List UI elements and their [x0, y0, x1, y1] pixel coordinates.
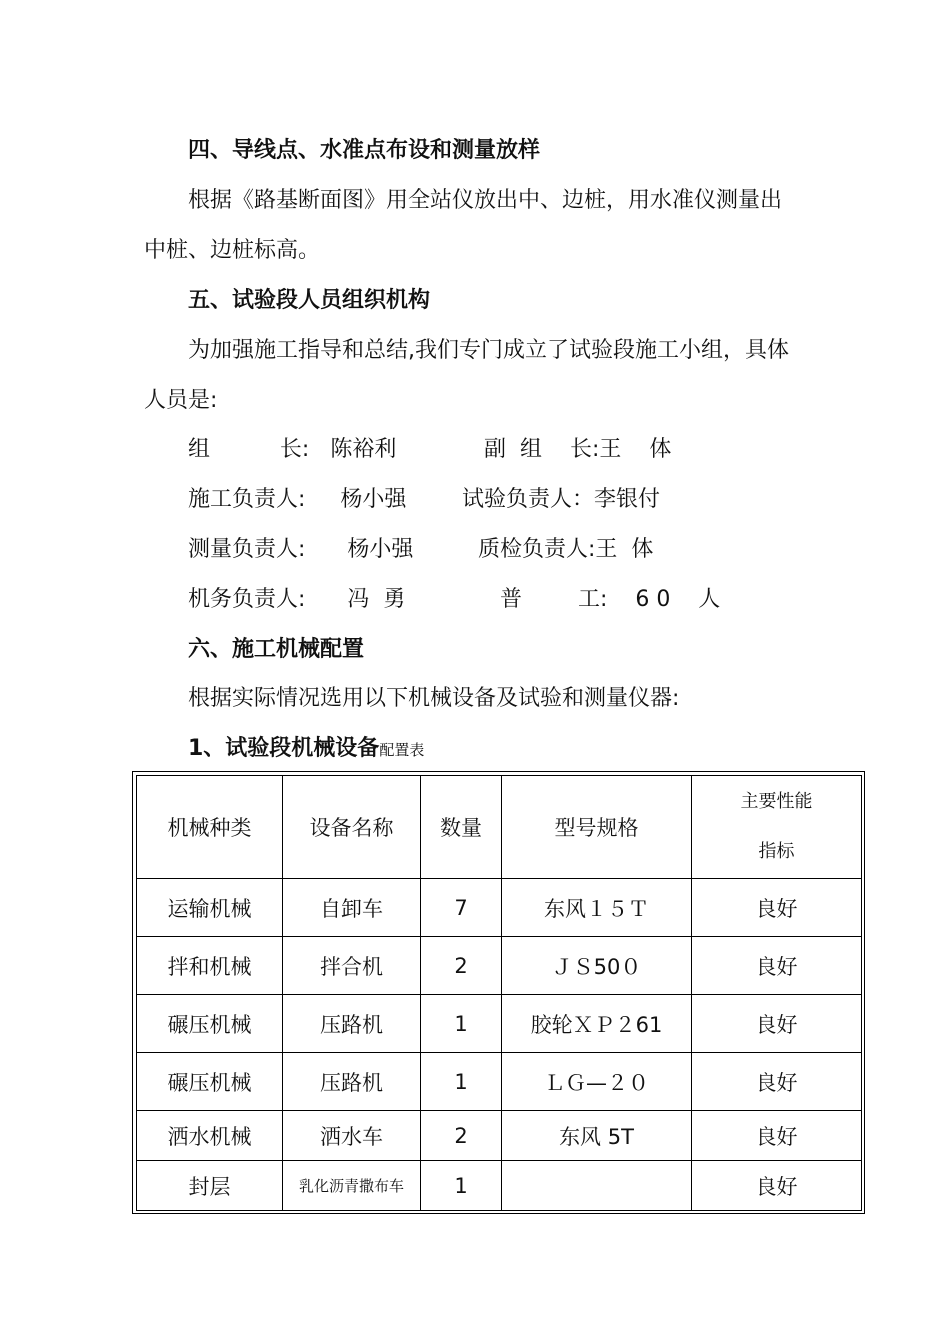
cell-quantity: 1: [421, 1161, 502, 1211]
cell-quantity: 2: [421, 937, 502, 995]
section-6-heading: 六、施工机械配置: [188, 637, 365, 662]
section-4-paragraph-line-2: 中桩、边桩标高。: [144, 238, 321, 263]
header-equipment-name: 设备名称: [283, 776, 421, 879]
cell-performance: 良好: [692, 879, 862, 937]
table-header-row: [137, 776, 862, 879]
personnel-testing-lead: 试验负责人：李银付: [462, 487, 661, 512]
personnel-machinery-lead: 机务负责人: 冯 勇: [188, 587, 406, 612]
section-5-heading: 五、试验段人员组织机构: [188, 288, 431, 313]
header-performance: [692, 776, 862, 879]
cell-performance: 良好: [692, 1111, 862, 1161]
cell-quantity: 7: [421, 879, 502, 937]
cell-machine-type: 碾压机械: [137, 995, 283, 1053]
header-performance-line-1: 主要性能: [740, 791, 813, 812]
section-4-heading: 四、导线点、水准点布设和测量放样: [188, 138, 541, 163]
cell-machine-type: 洒水机械: [137, 1111, 283, 1161]
header-model-spec: 型号规格: [502, 776, 692, 879]
section-6-paragraph: 根据实际情况选用以下机械设备及试验和测量仪器:: [188, 686, 680, 711]
table-row: [137, 937, 862, 995]
header-performance-line-2: 指标: [758, 841, 795, 862]
cell-machine-type: 拌和机械: [137, 937, 283, 995]
equipment-table-frame: [132, 771, 865, 1214]
table-row: [137, 1161, 862, 1211]
personnel-survey-lead: 测量负责人: 杨小强: [188, 537, 414, 562]
personnel-leader: 组 长: 陈裕利: [188, 437, 397, 462]
table-row: [137, 1053, 862, 1111]
cell-equipment-name: 乳化沥青撒布车: [283, 1161, 421, 1211]
equipment-table: [136, 775, 862, 1211]
cell-machine-type: 碾压机械: [137, 1053, 283, 1111]
section-4-paragraph-line-1: 根据《路基断面图》用全站仪放出中、边桩，用水准仪测量出: [188, 188, 783, 213]
cell-model-spec: 胶轮ＸＰ２61: [502, 995, 692, 1053]
cell-machine-type: 运输机械: [137, 879, 283, 937]
cell-equipment-name: 压路机: [283, 1053, 421, 1111]
cell-equipment-name: 自卸车: [283, 879, 421, 937]
cell-equipment-name: 拌合机: [283, 937, 421, 995]
cell-model-spec: [502, 1161, 692, 1211]
cell-performance: 良好: [692, 937, 862, 995]
cell-model-spec: 东风１５Ｔ: [502, 879, 692, 937]
cell-quantity: 1: [421, 1053, 502, 1111]
cell-equipment-name: 洒水车: [283, 1111, 421, 1161]
section-5-paragraph-line-1: 为加强施工指导和总结,我们专门成立了试验段施工小组，具体: [188, 338, 789, 363]
header-quantity: 数量: [421, 776, 502, 879]
cell-model-spec: ＬＧ—２０: [502, 1053, 692, 1111]
header-machine-type: 机械种类: [137, 776, 283, 879]
cell-performance: 良好: [692, 1053, 862, 1111]
subsection-1-heading: [188, 734, 424, 765]
personnel-deputy-leader: 副 组 长:王 体: [484, 437, 672, 462]
table-row: [137, 879, 862, 937]
subsection-1-heading-bold: 1、试验段机械设备: [188, 736, 380, 761]
table-row: [137, 1111, 862, 1161]
personnel-construction-lead: 施工负责人: 杨小强: [188, 487, 407, 512]
cell-quantity: 1: [421, 995, 502, 1053]
cell-equipment-name: 压路机: [283, 995, 421, 1053]
cell-machine-type: 封层: [137, 1161, 283, 1211]
personnel-quality-lead: 质检负责人:王 体: [478, 537, 654, 562]
cell-performance: 良好: [692, 995, 862, 1053]
personnel-general-workers: 普 工: 6 0 人: [500, 587, 721, 612]
cell-model-spec: ＪＳ50０: [502, 937, 692, 995]
section-5-paragraph-line-2: 人员是:: [144, 388, 218, 413]
table-row: [137, 995, 862, 1053]
cell-model-spec: 东风 5T: [502, 1111, 692, 1161]
cell-quantity: 2: [421, 1111, 502, 1161]
cell-performance: 良好: [692, 1161, 862, 1211]
subsection-1-heading-suffix: 配置表: [379, 741, 425, 759]
